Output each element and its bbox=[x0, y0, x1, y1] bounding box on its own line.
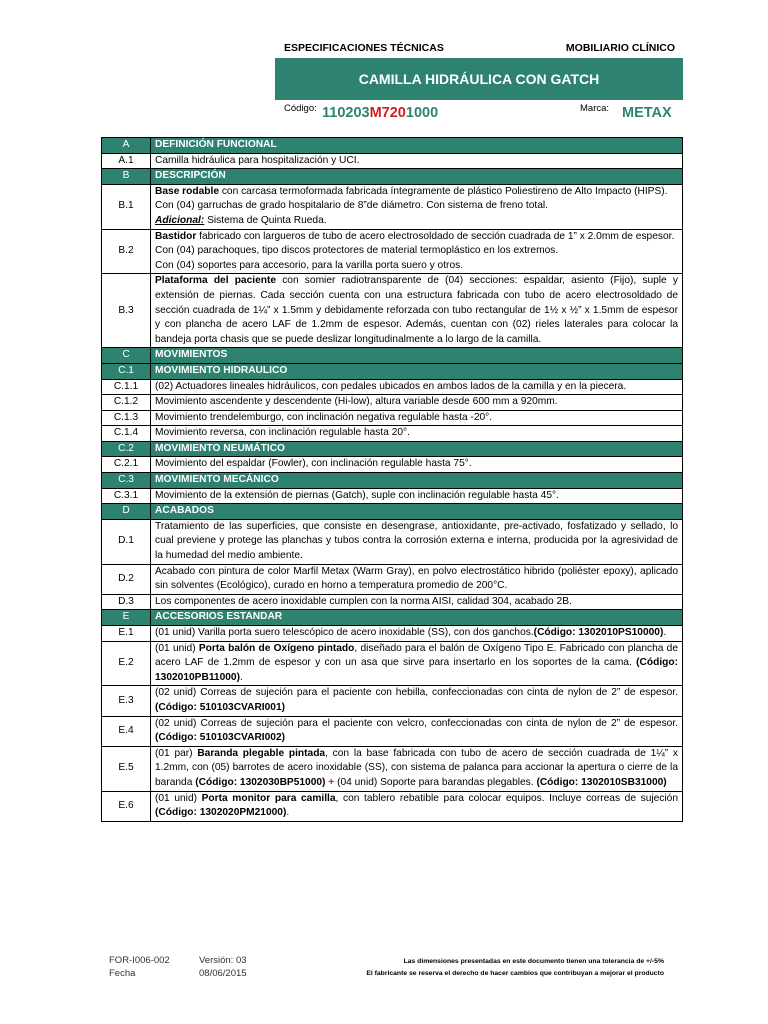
text-rest2: , con tablero rebatible para colocar equipos. Incluye correas de sujeción bbox=[335, 792, 678, 804]
code-part-1: 110203 bbox=[322, 105, 370, 121]
row-description: MOVIMIENTO NEUMÁTICO bbox=[151, 441, 683, 457]
section-row bbox=[102, 169, 683, 185]
text-bold: Porta balón de Oxígeno pintado bbox=[198, 642, 355, 654]
row-description: Tratamiento de las superficies, que consiste en desengrase, antioxidante, pre-activado, fosfatizado y sellado, lo cual previene y protege las planchas y tubos contra la corrosión externa e interna, producida por la agresividad de la humedad del medio ambiente. bbox=[151, 519, 683, 564]
row-description: ACCESORIOS ESTANDAR bbox=[151, 610, 683, 626]
text-bold: Baranda plegable pintada bbox=[197, 747, 326, 759]
table-row bbox=[102, 488, 683, 504]
description-line bbox=[155, 244, 678, 259]
description-line bbox=[155, 626, 678, 641]
brand-label: Marca: bbox=[580, 103, 610, 114]
product-title bbox=[275, 58, 683, 100]
row-code: E.1 bbox=[102, 626, 151, 642]
table-row bbox=[102, 791, 683, 821]
row-description: Movimiento ascendente y descendente (Hi-low), altura variable desde 600 mm a 920mm. bbox=[151, 395, 683, 411]
text-underline: Adicional: bbox=[155, 214, 205, 226]
row-description: (02) Actuadores lineales hidráulicos, con pedales ubicados en ambos lados de la camilla y en la piecera. bbox=[151, 379, 683, 395]
row-code: C.3.1 bbox=[102, 488, 151, 504]
row-description bbox=[151, 229, 683, 274]
table-row bbox=[102, 716, 683, 746]
row-code: C.3 bbox=[102, 473, 151, 489]
row-description bbox=[151, 716, 683, 746]
section-row bbox=[102, 138, 683, 154]
row-description bbox=[151, 626, 683, 642]
code-part-3: 1000 bbox=[405, 105, 439, 121]
table-row bbox=[102, 379, 683, 395]
row-description: Movimiento del espaldar (Fowler), con inclinación regulable hasta 75°. bbox=[151, 457, 683, 473]
row-code: E.2 bbox=[102, 641, 151, 686]
row-description: Los componentes de acero inoxidable cumplen con la norma AISI, calidad 304, acabado 2B. bbox=[151, 594, 683, 610]
text-rest: (02 unid) Correas de sujeción para el paciente con hebilla, confeccionadas con cinta de nylon de 2” de espesor. bbox=[155, 687, 678, 699]
text-rest: (02 unid) Correas de sujeción para el paciente con velcro, confeccionadas con cinta de nylon de 2” de espesor. bbox=[155, 717, 678, 729]
text-bold-tail: (Código: 510103CVARI001) bbox=[155, 701, 286, 713]
row-code: B.2 bbox=[102, 229, 151, 274]
row-description bbox=[151, 184, 683, 229]
table-row bbox=[102, 410, 683, 426]
row-description bbox=[151, 274, 683, 348]
table-row bbox=[102, 519, 683, 564]
text-tail: (04 unid) Soporte para barandas plegables. bbox=[337, 776, 537, 788]
row-description: DESCRIPCIÓN bbox=[151, 169, 683, 185]
section-row bbox=[102, 610, 683, 626]
text-rest2: , diseñado para el balón de Oxígeno Tipo E. Fabricado con plancha de acero LAF de 1.2mm de espesor y con un asa que sirve para insertarlo en los soportes de la cama. bbox=[155, 642, 679, 669]
row-code: D bbox=[102, 504, 151, 520]
row-code: A bbox=[102, 138, 151, 154]
text-plus: + bbox=[325, 776, 338, 788]
brand-value: METAX bbox=[622, 105, 672, 121]
row-description bbox=[151, 686, 683, 716]
section-row bbox=[102, 473, 683, 489]
row-code: E.4 bbox=[102, 716, 151, 746]
row-code: D.3 bbox=[102, 594, 151, 610]
table-row bbox=[102, 594, 683, 610]
row-code: C.1 bbox=[102, 363, 151, 379]
row-code: C.1.3 bbox=[102, 410, 151, 426]
description-line bbox=[155, 259, 678, 274]
text-bold-tail2: (Código: 1302010SB31000) bbox=[536, 776, 667, 788]
text-bold-tail: (Código: 1302010PS10000) bbox=[533, 627, 664, 638]
text-bold-tail: (Código: 510103CVARI002) bbox=[155, 732, 286, 744]
text-tail: . bbox=[663, 627, 667, 638]
version-date: 08/06/2015 bbox=[199, 968, 247, 979]
row-code: E.5 bbox=[102, 746, 151, 791]
row-description: ACABADOS bbox=[151, 504, 683, 520]
product-title-text: CAMILLA HIDRÁULICA CON GATCH bbox=[358, 71, 600, 87]
rights-note: El fabricante se reserva el derecho de hacer cambios que contribuyan a mejorar el producto bbox=[366, 970, 664, 977]
description-line bbox=[155, 199, 678, 214]
code-label: Código: bbox=[284, 103, 317, 114]
text-rest: Con (04) garruchas de grado hospitalario de 8”de diámetro. Con sistema de freno total. bbox=[155, 200, 549, 212]
row-code: E.6 bbox=[102, 791, 151, 821]
footer-form bbox=[109, 954, 170, 980]
text-tail: . bbox=[286, 807, 290, 819]
row-description: MOVIMIENTO MECÁNICO bbox=[151, 473, 683, 489]
table-row bbox=[102, 626, 683, 642]
text-bold-tail: (Código: 1302020PM21000) bbox=[155, 807, 287, 819]
code-part-2: M720 bbox=[369, 105, 406, 121]
row-description bbox=[151, 746, 683, 791]
row-code: D.2 bbox=[102, 564, 151, 594]
row-code: C.1.2 bbox=[102, 395, 151, 411]
text-bold-tail: (Código: 1302010PB11000) bbox=[155, 657, 678, 683]
footer-notes bbox=[318, 956, 664, 980]
table-row bbox=[102, 686, 683, 716]
text-rest: con carcasa termoformada fabricada íntegramente de plástico Poliestireno de Alto Impacto (HIPS). bbox=[218, 185, 668, 197]
text-rest: Con (04) soportes para accesorio, para la varilla porta suero y otros. bbox=[155, 259, 464, 271]
row-description: MOVIMIENTOS bbox=[151, 348, 683, 364]
table-row bbox=[102, 564, 683, 594]
row-code: B.1 bbox=[102, 184, 151, 229]
table-row bbox=[102, 274, 683, 348]
table-row bbox=[102, 641, 683, 686]
row-code: C.2 bbox=[102, 441, 151, 457]
row-description: DEFINICIÓN FUNCIONAL bbox=[151, 138, 683, 154]
text-bold: Base rodable bbox=[155, 185, 219, 197]
footer-version bbox=[199, 954, 247, 980]
description-line bbox=[155, 686, 678, 715]
text-bold: Plataforma del paciente bbox=[155, 275, 277, 287]
description-line bbox=[155, 717, 678, 746]
section-row bbox=[102, 348, 683, 364]
product-code bbox=[322, 105, 438, 121]
row-code: E bbox=[102, 610, 151, 626]
description-line bbox=[155, 230, 678, 245]
row-code: D.1 bbox=[102, 519, 151, 564]
spec-table bbox=[101, 137, 683, 822]
description-line bbox=[155, 792, 678, 821]
description-line bbox=[155, 642, 678, 686]
table-row bbox=[102, 184, 683, 229]
text-bold: Porta monitor para camilla bbox=[201, 792, 336, 804]
row-description bbox=[151, 791, 683, 821]
row-description: Movimiento trendelemburgo, con inclinación negativa regulable hasta -20°. bbox=[151, 410, 683, 426]
description-line bbox=[155, 274, 678, 347]
text-rest: (01 unid) bbox=[155, 792, 202, 804]
text-rest: Sistema de Quinta Rueda. bbox=[204, 214, 327, 226]
text-rest: (01 par) bbox=[155, 747, 198, 759]
table-row bbox=[102, 153, 683, 169]
text-tail: . bbox=[239, 671, 243, 683]
table-row bbox=[102, 426, 683, 442]
row-description: Movimiento de la extensión de piernas (Gatch), suple con inclinación regulable hasta 45°. bbox=[151, 488, 683, 504]
doc-type-title: ESPECIFICACIONES TÉCNICAS bbox=[284, 42, 444, 54]
table-row bbox=[102, 395, 683, 411]
row-code: A.1 bbox=[102, 153, 151, 169]
row-description bbox=[151, 641, 683, 686]
description-line bbox=[155, 185, 678, 200]
fecha-label: Fecha bbox=[109, 968, 136, 979]
row-code: C.2.1 bbox=[102, 457, 151, 473]
text-rest: con somier radiotransparente de (04) secciones: espaldar, asiento (Fijo), suple y extensión de piernas. Cada sección cuenta con una estructura fabricada con tubo de acero electrosoldado de sección cuadrada de 1¼” x 1.5mm y debidamente reforzada con tubo rectangular de 1½ x ½” x 1.5mm de espesor y con plancha de acero LAF de 1.2mm de espesor. Además, cuentan con (02) rieles laterales para colocar la bandeja porta chasis que se puede deslizar longitudinalmente a lo largo de la camilla. bbox=[155, 275, 678, 345]
row-description: Movimiento reversa, con inclinación regulable hasta 20°. bbox=[151, 426, 683, 442]
row-code: B bbox=[102, 169, 151, 185]
table-row bbox=[102, 746, 683, 791]
row-code: C.1.1 bbox=[102, 379, 151, 395]
section-row bbox=[102, 363, 683, 379]
row-description: MOVIMIENTO HIDRAULICO bbox=[151, 363, 683, 379]
text-rest: (01 unid) bbox=[155, 642, 199, 654]
form-code: FOR-I006-002 bbox=[109, 955, 170, 966]
row-code: E.3 bbox=[102, 686, 151, 716]
section-row bbox=[102, 441, 683, 457]
description-line bbox=[155, 214, 678, 229]
text-rest2: , con la base fabricada con tubo de acero de sección cuadrada de 1¼” x 1.2mm, con (05) barrotes de acero inoxidable (SS), con sistema de palanca para accionar la apertura o cierre de la baranda bbox=[155, 747, 678, 788]
text-bold: Bastidor bbox=[155, 230, 197, 242]
description-line bbox=[155, 747, 678, 791]
section-row bbox=[102, 504, 683, 520]
tolerance-note: Las dimensiones presentadas en este documento tienen una tolerancia de +/-5% bbox=[403, 958, 664, 965]
row-code: B.3 bbox=[102, 274, 151, 348]
category-title: MOBILIARIO CLÍNICO bbox=[565, 42, 675, 54]
table-row bbox=[102, 457, 683, 473]
row-code: C.1.4 bbox=[102, 426, 151, 442]
version-label: Versión: 03 bbox=[199, 955, 247, 966]
table-row bbox=[102, 229, 683, 274]
text-rest: (01 unid) Varilla porta suero telescópico de acero inoxidable (SS), con dos ganchos. bbox=[155, 627, 534, 638]
text-bold-tail: (Código: 1302030BP51000) bbox=[195, 776, 326, 788]
row-code: C bbox=[102, 348, 151, 364]
text-rest: Con (04) parachoques, tipo discos protectores de material termoplástico en los extremos. bbox=[155, 245, 559, 257]
row-description: Camilla hidráulica para hospitalización y UCI. bbox=[151, 153, 683, 169]
row-description: Acabado con pintura de color Marfil Metax (Warm Gray), en polvo electrostático hibrido (poliéster epoxy), aplicado sin solventes (Ecológico), curado en horno a temperatura promedio de 200°C. bbox=[151, 564, 683, 594]
text-rest: fabricado con largueros de tubo de acero electrosoldado de sección cuadrada de 1” x 2.0mm de espesor. bbox=[196, 230, 675, 242]
